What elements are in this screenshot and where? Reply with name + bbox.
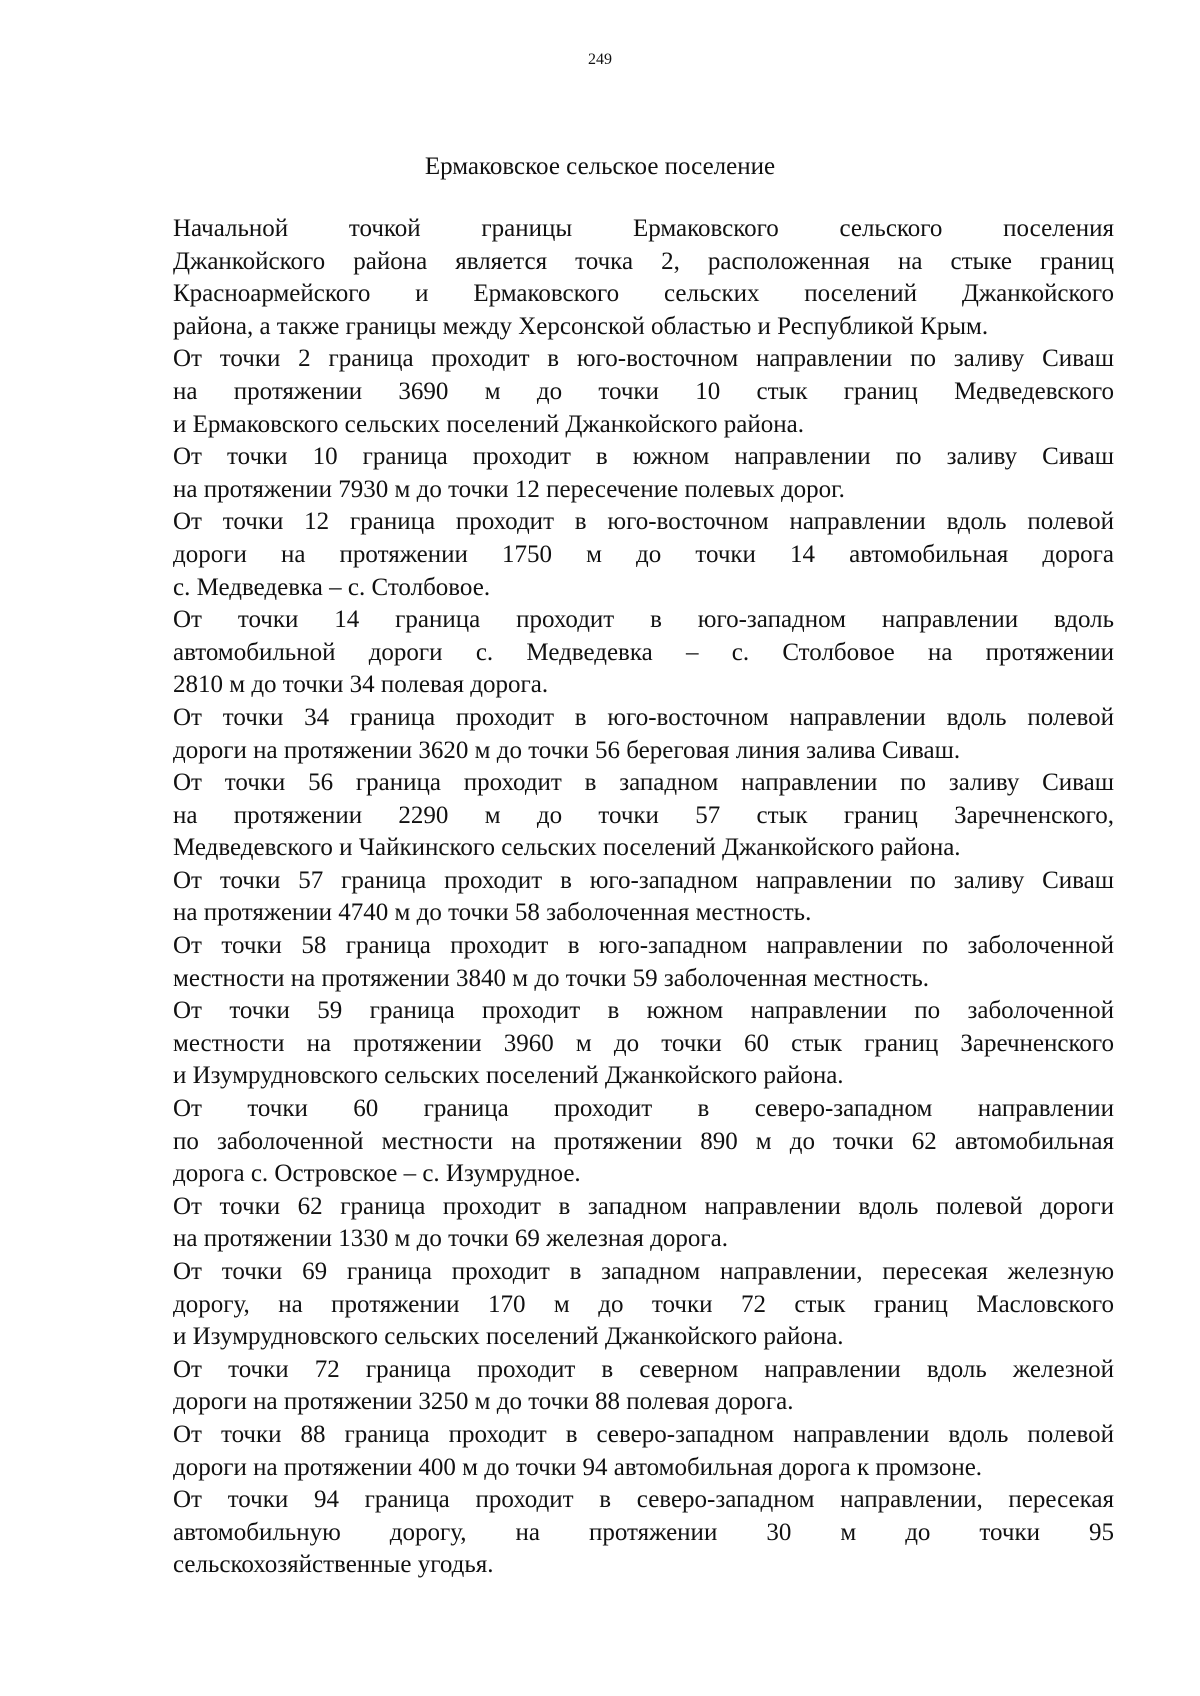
paragraph xyxy=(173,1191,1114,1256)
paragraph xyxy=(173,1354,1114,1419)
text-line: От точки 2 граница проходит в юго-восточном направлении по заливу Сиваш xyxy=(173,345,1114,373)
text-line: От точки 12 граница проходит в юго-восточном направлении вдоль полевой xyxy=(173,508,1114,536)
text-line: дороги на протяжении 1750 м до точки 14 автомобильная дорога xyxy=(173,540,1114,568)
paragraph xyxy=(173,604,1114,702)
document-body xyxy=(173,213,1114,1582)
text-line: местности на протяжении 3840 м до точки 59 заболоченная местность. xyxy=(173,964,930,992)
paragraph xyxy=(173,930,1114,995)
text-line: с. Медведевка – с. Столбовое. xyxy=(173,573,491,601)
text-line: От точки 88 граница проходит в северо-западном направлении вдоль полевой xyxy=(173,1420,1114,1448)
text-line: дороги на протяжении 400 м до точки 94 автомобильная дорога к промзоне. xyxy=(173,1453,983,1481)
text-line: дороги на протяжении 3250 м до точки 88 полевая дорога. xyxy=(173,1388,794,1416)
text-line: по заболоченной местности на протяжении 890 м до точки 62 автомобильная xyxy=(173,1127,1114,1155)
text-line: дорогу, на протяжении 170 м до точки 72 стык границ Масловского xyxy=(173,1290,1114,1318)
paragraph xyxy=(173,343,1114,441)
page-number: 249 xyxy=(588,51,612,68)
text-line: сельскохозяйственные угодья. xyxy=(173,1551,494,1579)
paragraph xyxy=(173,1484,1114,1582)
text-line: на протяжении 7930 м до точки 12 пересечение полевых дорог. xyxy=(173,475,845,503)
text-line: От точки 57 граница проходит в юго-западном направлении по заливу Сиваш xyxy=(173,866,1114,894)
text-line: От точки 58 граница проходит в юго-западном направлении по заболоченной xyxy=(173,932,1114,960)
text-line: Джанкойского района является точка 2, расположенная на стыке границ xyxy=(173,247,1114,275)
text-line: От точки 60 граница проходит в северо-западном направлении xyxy=(173,1095,1114,1123)
text-line: От точки 14 граница проходит в юго-западном направлении вдоль xyxy=(173,606,1114,634)
paragraph xyxy=(173,865,1114,930)
text-line: дорога с. Островское – с. Изумрудное. xyxy=(173,1160,581,1188)
paragraph xyxy=(173,1256,1114,1354)
text-line: и Изумрудновского сельских поселений Джанкойского района. xyxy=(173,1323,844,1351)
text-line: Медведевского и Чайкинского сельских поселений Джанкойского района. xyxy=(173,834,961,862)
text-line: От точки 56 граница проходит в западном направлении по заливу Сиваш xyxy=(173,769,1114,797)
document-title: Ермаковское сельское поселение xyxy=(424,153,776,180)
paragraph xyxy=(173,767,1114,865)
text-line: Начальной точкой границы Ермаковского сельского поселения xyxy=(173,215,1114,242)
text-line: на протяжении 1330 м до точки 69 железная дорога. xyxy=(173,1225,728,1253)
text-line: района, а также границы между Херсонской областью и Республикой Крым. xyxy=(173,312,989,340)
text-line: От точки 10 граница проходит в южном направлении по заливу Сиваш xyxy=(173,443,1114,471)
text-line: От точки 72 граница проходит в северном направлении вдоль железной xyxy=(173,1355,1114,1383)
paragraph xyxy=(173,1419,1114,1484)
paragraph xyxy=(173,506,1114,604)
text-line: и Ермаковского сельских поселений Джанкойского района. xyxy=(173,410,804,438)
paragraph xyxy=(173,441,1114,506)
paragraph xyxy=(173,1093,1114,1191)
paragraph xyxy=(173,702,1114,767)
text-line: От точки 94 граница проходит в северо-западном направлении, пересекая xyxy=(173,1486,1114,1514)
text-line: на протяжении 4740 м до точки 58 заболоченная местность. xyxy=(173,899,812,927)
text-line: автомобильную дорогу, на протяжении 30 м до точки 95 xyxy=(173,1518,1114,1546)
text-line: дороги на протяжении 3620 м до точки 56 береговая линия залива Сиваш. xyxy=(173,736,961,764)
text-line: Красноармейского и Ермаковского сельских поселений Джанкойского xyxy=(173,280,1114,308)
text-line: автомобильной дороги с. Медведевка – с. Столбовое на протяжении xyxy=(173,638,1114,666)
text-line: От точки 34 граница проходит в юго-восточном направлении вдоль полевой xyxy=(173,703,1114,731)
text-line: на протяжении 3690 м до точки 10 стык границ Медведевского xyxy=(173,377,1114,405)
paragraph xyxy=(173,213,1114,343)
text-line: 2810 м до точки 34 полевая дорога. xyxy=(173,671,549,699)
text-line: От точки 62 граница проходит в западном направлении вдоль полевой дороги xyxy=(173,1192,1114,1220)
text-line: От точки 59 граница проходит в южном направлении по заболоченной xyxy=(173,997,1114,1025)
text-line: на протяжении 2290 м до точки 57 стык границ Заречненского, xyxy=(173,801,1114,829)
text-line: и Изумрудновского сельских поселений Джанкойского района. xyxy=(173,1062,844,1090)
paragraph xyxy=(173,995,1114,1093)
text-line: От точки 69 граница проходит в западном направлении, пересекая железную xyxy=(173,1258,1114,1285)
text-line: местности на протяжении 3960 м до точки 60 стык границ Заречненского xyxy=(173,1029,1114,1057)
